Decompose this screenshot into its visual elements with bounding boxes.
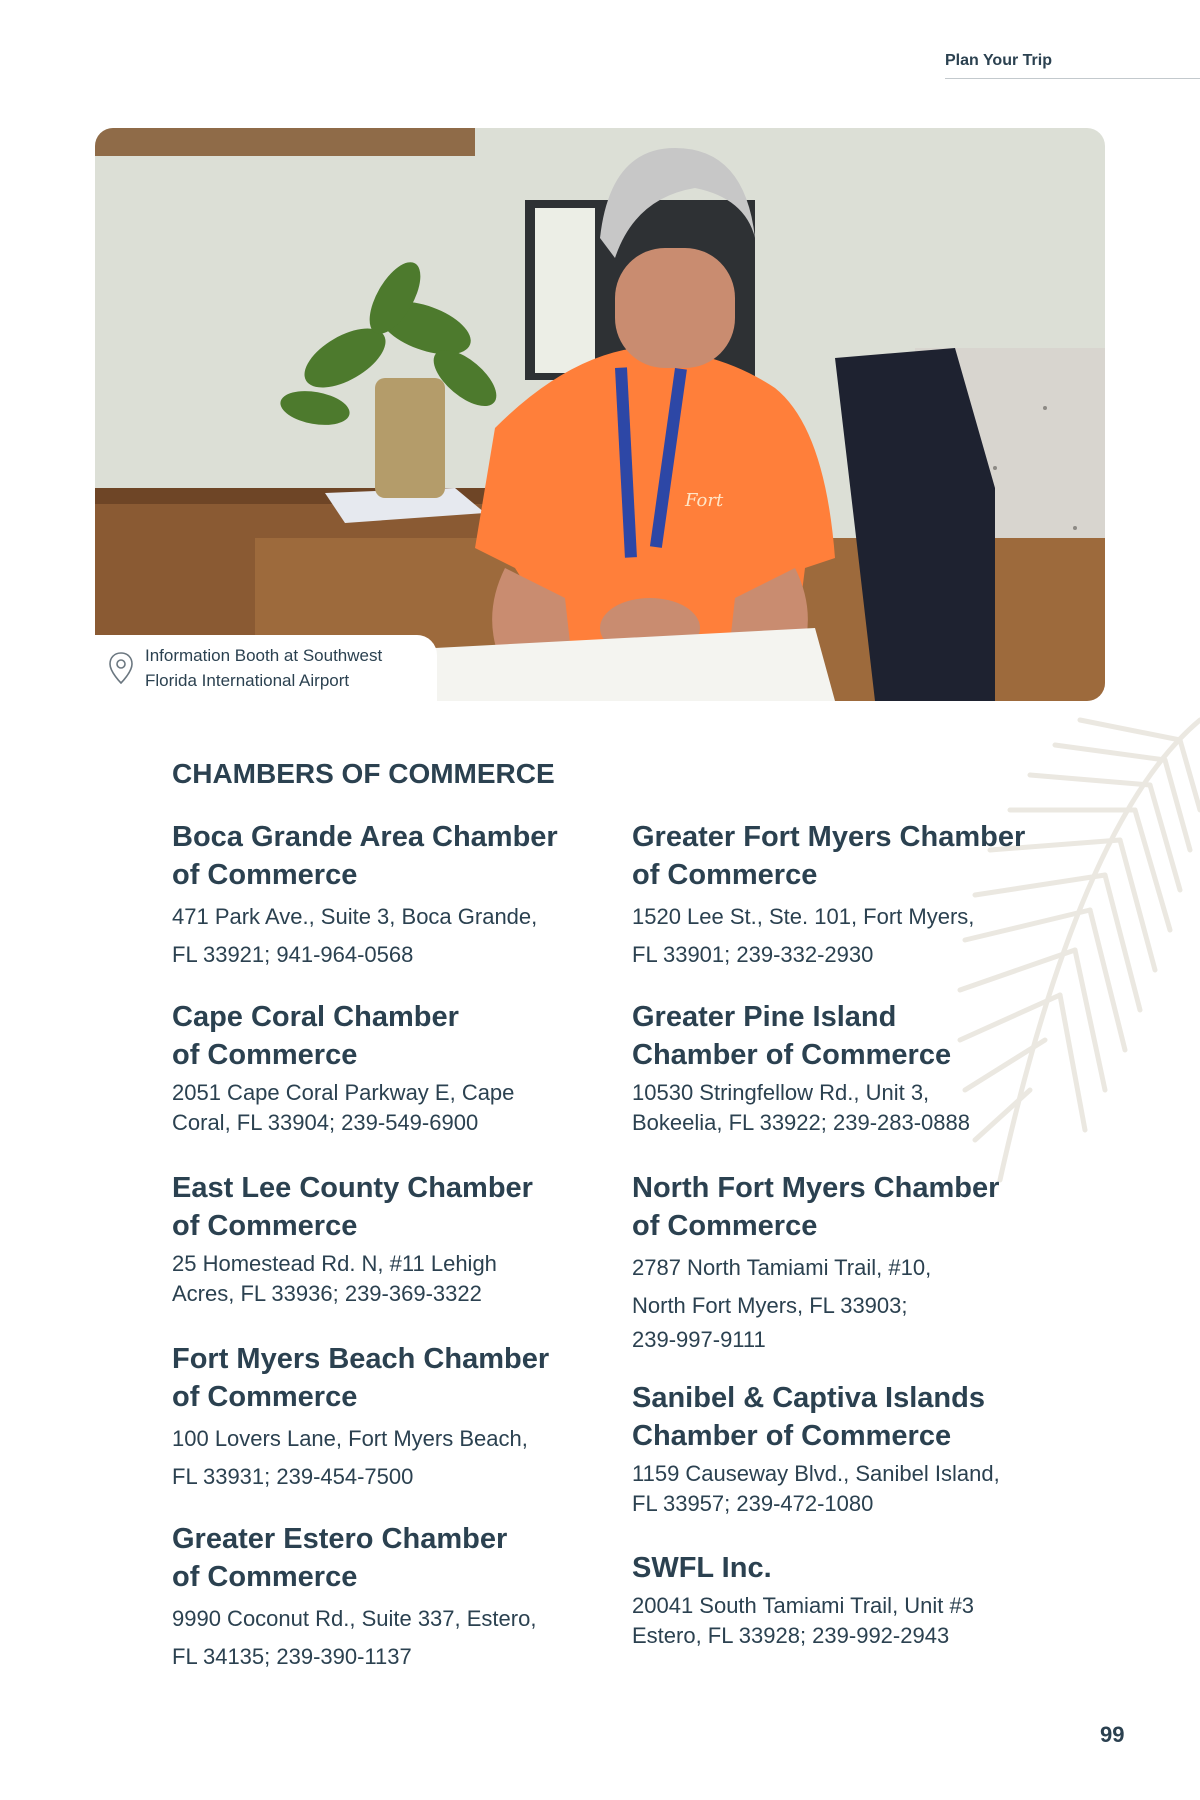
chamber-entry [172, 1340, 592, 1520]
chamber-name-line: of Commerce [632, 1210, 818, 1242]
chamber-name-line: of Commerce [172, 1561, 358, 1593]
chamber-name-line: North Fort Myers Chamber [632, 1172, 1000, 1204]
chamber-address [632, 1591, 1052, 1651]
address-line: 10530 Stringfellow Rd., Unit 3, [632, 1080, 930, 1105]
chamber-entry [632, 1549, 1052, 1651]
left-chamber-column [172, 818, 592, 1676]
chamber-address [172, 1420, 592, 1496]
page-header [945, 52, 1200, 79]
chamber-address [632, 898, 1052, 974]
address-line: 25 Homestead Rd. N, #11 Lehigh [172, 1251, 497, 1276]
chamber-entry [172, 818, 592, 998]
caption-line: Information Booth at Southwest [145, 646, 383, 665]
chamber-entry [172, 1169, 592, 1340]
chamber-name-line: Cape Coral Chamber [172, 1001, 459, 1033]
chamber-name-line: of Commerce [172, 1381, 358, 1413]
address-line: FL 33957; 239-472-1080 [632, 1491, 874, 1516]
chamber-name-line: of Commerce [172, 1210, 358, 1242]
address-line: 2051 Cape Coral Parkway E, Cape [172, 1080, 515, 1105]
chamber-name [632, 818, 1052, 894]
address-line: North Fort Myers, FL 33903; [632, 1293, 908, 1318]
hero-photo [95, 128, 1105, 701]
page-number: 99 [1100, 1722, 1125, 1747]
location-pin-icon [107, 651, 135, 685]
header-title: Plan Your Trip [945, 52, 1052, 69]
chamber-name-line: East Lee County Chamber [172, 1172, 533, 1204]
chamber-name-line: Boca Grande Area Chamber [172, 821, 558, 853]
chamber-name [172, 818, 592, 894]
address-line: 9990 Coconut Rd., Suite 337, Estero, [172, 1606, 537, 1631]
chamber-address [632, 1459, 1052, 1519]
chamber-entry [172, 998, 592, 1169]
address-line: 1520 Lee St., Ste. 101, Fort Myers, [632, 904, 975, 929]
chamber-entry [632, 1169, 1052, 1379]
chamber-name-line: SWFL Inc. [632, 1552, 772, 1584]
address-line: Acres, FL 33936; 239-369-3322 [172, 1281, 482, 1306]
address-line: FL 34135; 239-390-1137 [172, 1644, 412, 1669]
shirt-logo-text: Fort [685, 490, 724, 511]
caption-line: Florida International Airport [145, 671, 350, 690]
address-line: FL 33931; 239-454-7500 [172, 1464, 414, 1489]
chamber-entry [632, 818, 1052, 998]
chamber-entry [172, 1520, 592, 1676]
address-line: Estero, FL 33928; 239-992-2943 [632, 1623, 950, 1648]
chamber-entry [632, 998, 1052, 1169]
address-line: Bokeelia, FL 33922; 239-283-0888 [632, 1110, 970, 1135]
address-line: Coral, FL 33904; 239-549-6900 [172, 1110, 479, 1135]
chamber-name-line: Greater Fort Myers Chamber [632, 821, 1026, 853]
chamber-name-line: Greater Pine Island [632, 1001, 897, 1033]
chamber-name-line: of Commerce [172, 859, 358, 891]
address-line: 100 Lovers Lane, Fort Myers Beach, [172, 1426, 528, 1451]
chamber-address [172, 898, 592, 974]
chamber-address [172, 1078, 592, 1138]
section-title: CHAMBERS OF COMMERCE [172, 758, 555, 789]
address-line: 239-997-9111 [632, 1327, 766, 1352]
chamber-name [172, 1169, 592, 1245]
chamber-name-line: of Commerce [172, 1039, 358, 1071]
chamber-address [172, 1600, 592, 1676]
chamber-name [632, 998, 1052, 1074]
chamber-name-line: of Commerce [632, 859, 818, 891]
chamber-address [632, 1078, 1052, 1138]
info-booth-photo [95, 128, 1105, 701]
chamber-name [172, 998, 592, 1074]
chamber-name [632, 1549, 1052, 1587]
address-line: FL 33921; 941-964-0568 [172, 942, 414, 967]
chamber-name [172, 1340, 592, 1416]
chamber-name-line: Chamber of Commerce [632, 1039, 952, 1071]
chamber-address [632, 1249, 1052, 1355]
address-line: 471 Park Ave., Suite 3, Boca Grande, [172, 904, 538, 929]
chamber-name-line: Greater Estero Chamber [172, 1523, 508, 1555]
chamber-name-line: Chamber of Commerce [632, 1420, 952, 1452]
address-line: 1159 Causeway Blvd., Sanibel Island, [632, 1461, 1000, 1486]
address-line: FL 33901; 239-332-2930 [632, 942, 874, 967]
chamber-name [172, 1520, 592, 1596]
address-line: 20041 South Tamiami Trail, Unit #3 [632, 1593, 974, 1618]
photo-caption [95, 635, 437, 701]
right-chamber-column [632, 818, 1052, 1651]
address-line: 2787 North Tamiami Trail, #10, [632, 1255, 932, 1280]
chamber-name-line: Fort Myers Beach Chamber [172, 1343, 550, 1375]
chamber-address [172, 1249, 592, 1309]
chamber-name [632, 1379, 1052, 1455]
chamber-name-line: Sanibel & Captiva Islands [632, 1382, 985, 1414]
chamber-entry [632, 1379, 1052, 1549]
chamber-name [632, 1169, 1052, 1245]
caption-text [145, 643, 382, 693]
